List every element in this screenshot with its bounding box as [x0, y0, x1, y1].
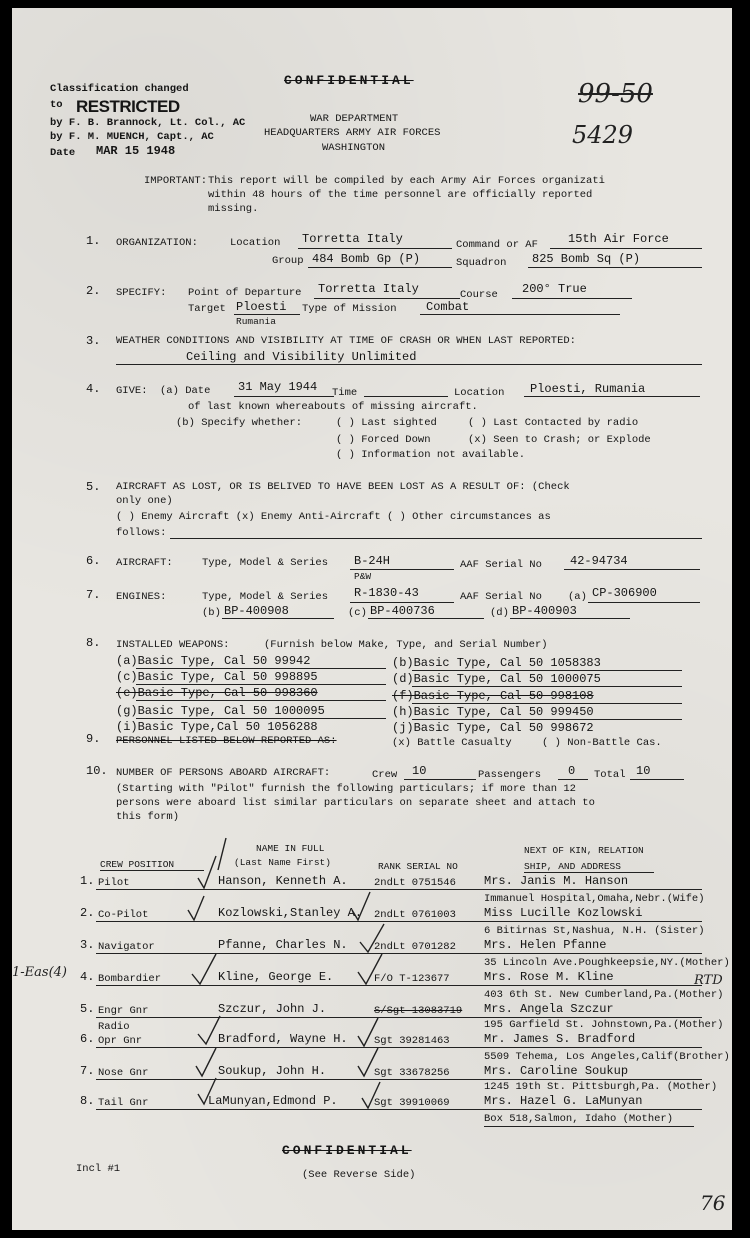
department: WAR DEPARTMENT: [310, 113, 399, 125]
course-value: 200° True: [522, 282, 587, 296]
aircraft-type-label: Type, Model & Series: [202, 557, 329, 569]
margin-note-left: 1-Eas(4): [12, 965, 67, 980]
crew-rank-serial: 2ndLt 0751546: [374, 877, 456, 889]
kin-name: Mrs. Hazel G. LaMunyan: [484, 1094, 643, 1108]
crew-name: Szczur, John J.: [218, 1002, 327, 1016]
loss-location-label: Location: [454, 387, 505, 399]
s10-instr-3: this form): [116, 811, 180, 823]
s5-label: AIRCRAFT AS LOST, OR IS BELIVED TO HAVE BEEN LOST AS A RESULT OF: (Check: [116, 481, 570, 493]
margin-note-right: RTD: [694, 973, 723, 988]
kin-address: 35 Lincoln Ave.Poughkeepsie,NY.(Mother): [484, 957, 730, 969]
s10-label: NUMBER OF PERSONS ABOARD AIRCRAFT:: [116, 767, 331, 779]
kin-address: 6 Bitirnas St,Nashua, N.H. (Sister): [484, 925, 705, 937]
col-rank-header: RANK SERIAL NO: [378, 861, 458, 872]
check-mark-icon: [192, 954, 216, 984]
kin-address: 403 6th St. New Cumberland,Pa.(Mother): [484, 989, 724, 1001]
mission-value: Combat: [426, 300, 470, 314]
engine-serial-c: BP-400736: [370, 604, 435, 618]
crew-num: 6.: [80, 1032, 95, 1046]
target-label: Target: [188, 303, 226, 315]
mission-label: Type of Mission: [302, 303, 397, 315]
crew-position: Opr Gnr: [98, 1035, 143, 1047]
handwritten-number-1: 99-50: [578, 79, 653, 109]
crew-num: 5.: [80, 1002, 95, 1016]
check-mark-icon: [358, 1018, 378, 1046]
col-kin-header-2: SHIP, AND ADDRESS: [524, 861, 621, 872]
crew-position-top: Radio: [98, 1021, 130, 1033]
check-mark-icon: [198, 1078, 216, 1104]
kin-name: Mrs. Angela Szczur: [484, 1002, 614, 1016]
engine-a-label: (a): [568, 591, 587, 603]
engine-c-label: (c): [348, 607, 367, 619]
by-line-1: by F. B. Brannock, Lt. Col., AC: [50, 117, 246, 129]
weapon-e: (e)Basic Type, Cal 50 998360: [116, 686, 318, 700]
aircraft-serial: 42-94734: [570, 554, 628, 568]
weapon-j: (j)Basic Type, Cal 50 998672: [392, 721, 594, 735]
loss-date: 31 May 1944: [238, 380, 318, 394]
pencil-stroke-icon: [218, 838, 226, 870]
crew-num: 1.: [80, 874, 95, 888]
squadron-value: 825 Bomb Sq (P): [532, 252, 641, 266]
check-mark-icon: [196, 1048, 216, 1076]
crew-name: Bradford, Wayne H.: [218, 1032, 348, 1046]
crew-position: Engr Gnr: [98, 1005, 149, 1017]
kin-name: Miss Lucille Kozlowski: [484, 906, 643, 920]
crew-num: 3.: [80, 938, 95, 952]
s3-label: WEATHER CONDITIONS AND VISIBILITY AT TIME OF CRASH OR WHEN LAST REPORTED:: [116, 335, 576, 347]
location-value: Torretta Italy: [302, 232, 403, 246]
kin-name: Mrs. Helen Pfanne: [484, 938, 607, 952]
s1-num: 1.: [86, 234, 101, 248]
crew-position: Nose Gnr: [98, 1067, 149, 1079]
crew-rank-serial: Sgt 39281463: [374, 1035, 450, 1047]
engine-type-label: Type, Model & Series: [202, 591, 329, 603]
date-label: Date: [50, 147, 76, 159]
s2-num: 2.: [86, 284, 101, 298]
check-mark-icon: [188, 896, 204, 920]
s10-num: 10.: [86, 764, 108, 778]
check-mark-icon: [358, 954, 382, 984]
check-mark-icon: [358, 1048, 378, 1076]
pencil-check-marks: [12, 8, 732, 1230]
weapon-a: (a)Basic Type, Cal 50 99942: [116, 654, 311, 668]
restricted-stamp: RESTRICTED: [76, 97, 180, 116]
weapon-b: (b)Basic Type, Cal 50 1058383: [392, 656, 601, 670]
document-page: [12, 8, 732, 1230]
s9-label: PERSONNEL LISTED BELOW REPORTED AS:: [116, 735, 337, 747]
command-label: Command or AF: [456, 239, 538, 251]
crew-rank-serial: F/O T-123677: [374, 973, 450, 985]
time-label: Time: [332, 387, 358, 399]
crew-position: Co-Pilot: [98, 909, 149, 921]
engine-b-label: (b): [202, 607, 221, 619]
crew-rank-serial: S/Sgt 13083719: [374, 1005, 463, 1017]
date-a-label: (a) Date: [160, 385, 211, 397]
s7-label: ENGINES:: [116, 591, 167, 603]
opt-last-sighted: ( ) Last sighted: [336, 417, 437, 429]
crew-position: Tail Gnr: [98, 1097, 149, 1109]
aircraft-serial-label: AAF Serial No: [460, 559, 542, 571]
kin-address: Immanuel Hospital,Omaha,Nebr.(Wife): [484, 893, 705, 905]
s3-num: 3.: [86, 334, 101, 348]
crew-num: 4.: [80, 970, 95, 984]
crew-name: Pfanne, Charles N.: [218, 938, 348, 952]
crew-label: Crew: [372, 769, 398, 781]
kin-name: Mr. James S. Bradford: [484, 1032, 636, 1046]
s4-num: 4.: [86, 382, 101, 396]
see-reverse: (See Reverse Side): [302, 1169, 416, 1181]
specify-whether: (b) Specify whether:: [176, 417, 303, 429]
classification-changed: Classification changed: [50, 83, 189, 95]
departure-value: Torretta Italy: [318, 282, 419, 296]
weapon-c: (c)Basic Type, Cal 50 998895: [116, 670, 318, 684]
handwritten-number-2: 5429: [572, 121, 634, 149]
loss-location: Ploesti, Rumania: [530, 382, 646, 396]
to-label: to: [50, 99, 63, 111]
s7-num: 7.: [86, 588, 101, 602]
course-label: Course: [460, 289, 498, 301]
col-name-header-1: NAME IN FULL: [256, 843, 325, 854]
kin-address: 1245 19th St. Pittsburgh,Pa. (Mother): [484, 1081, 718, 1093]
by-line-2: by F. M. MUENCH, Capt., AC: [50, 131, 214, 143]
kin-address: 195 Garfield St. Johnstown,Pa.(Mother): [484, 1019, 724, 1031]
weapon-i: (i)Basic Type,Cal 50 1056288: [116, 720, 318, 734]
opt-info-not-available: ( ) Information not available.: [336, 449, 526, 461]
col-name-header-2: (Last Name First): [234, 857, 331, 868]
crew-count: 10: [412, 764, 427, 778]
whereabouts-text: of last known whereabouts of missing aircraft.: [188, 401, 478, 413]
crew-name: Kline, George E.: [218, 970, 334, 984]
group-label: Group: [272, 255, 304, 267]
crew-position: Pilot: [98, 877, 130, 889]
total-label: Total: [594, 769, 626, 781]
important-label: IMPORTANT:: [144, 175, 208, 187]
weapon-f: (f)Basic Type, Cal 50 998108: [392, 689, 594, 703]
opt-seen-crash: (x) Seen to Crash; or Explode: [468, 434, 651, 446]
check-mark-icon: [362, 1082, 380, 1108]
opt-last-contacted: ( ) Last Contacted by radio: [468, 417, 639, 429]
engine-d-label: (d): [490, 607, 509, 619]
engine-serial-b: BP-400908: [224, 604, 289, 618]
passengers-count: 0: [568, 764, 576, 778]
col-position-header: CREW POSITION: [100, 859, 175, 870]
s5-follows: follows:: [116, 527, 167, 539]
weather-value: Ceiling and Visibility Unlimited: [186, 350, 417, 364]
check-mark-icon: [352, 892, 370, 920]
crew-position: Bombardier: [98, 973, 162, 985]
s2-label: SPECIFY:: [116, 287, 167, 299]
col-kin-header-1: NEXT OF KIN, RELATION: [524, 845, 644, 856]
opt-forced-down: ( ) Forced Down: [336, 434, 431, 446]
group-value: 484 Bomb Gp (P): [312, 252, 421, 266]
kin-name: Mrs. Caroline Soukup: [484, 1064, 629, 1078]
weapon-g: (g)Basic Type, Cal 50 1000095: [116, 704, 325, 718]
s4-label: GIVE:: [116, 385, 148, 397]
check-mark-icon: [198, 1016, 220, 1044]
crew-num: 8.: [80, 1094, 95, 1108]
important-line-3: missing.: [208, 203, 259, 215]
kin-address: 5509 Tehema, Los Angeles,Calif(Brother): [484, 1051, 730, 1063]
weapon-h: (h)Basic Type, Cal 50 999450: [392, 705, 594, 719]
passengers-label: Passengers: [478, 769, 542, 781]
crew-rank-serial: 2ndLt 0701282: [374, 941, 456, 953]
location-label: Location: [230, 237, 281, 249]
crew-num: 2.: [80, 906, 95, 920]
check-mark-icon: [360, 924, 384, 952]
s5-num: 5.: [86, 480, 101, 494]
city: WASHINGTON: [322, 142, 386, 154]
s9-num: 9.: [86, 732, 101, 746]
crew-name: Kozlowski,Stanley A.: [218, 906, 363, 920]
s1-label: ORGANIZATION:: [116, 237, 198, 249]
crew-name: Hanson, Kenneth A.: [218, 874, 348, 888]
crew-rank-serial: Sgt 39910069: [374, 1097, 450, 1109]
weapon-d: (d)Basic Type, Cal 50 1000075: [392, 672, 601, 686]
aircraft-type: B-24H: [354, 554, 391, 568]
confidential-top: CONFIDENTIAL: [284, 73, 414, 88]
squadron-label: Squadron: [456, 257, 507, 269]
page-number: 76: [700, 1191, 726, 1215]
battle-casualty: (x) Battle Casualty: [392, 737, 512, 749]
target-country: Rumania: [236, 316, 276, 327]
important-line-1: This report will be compiled by each Army Air Forces organizati: [208, 175, 605, 187]
confidential-bottom: CONFIDENTIAL: [282, 1143, 412, 1158]
engine-serial-d: BP-400903: [512, 604, 577, 618]
weapons-instructions: (Furnish below Make, Type, and Serial Number): [264, 639, 548, 651]
kin-address: Box 518,Salmon, Idaho (Mother): [484, 1113, 674, 1125]
crew-position: Navigator: [98, 941, 155, 953]
s5-options: ( ) Enemy Aircraft (x) Enemy Anti-Aircraft ( ) Other circumstances as: [116, 511, 551, 523]
kin-name: Mrs. Rose M. Kline: [484, 970, 614, 984]
s10-instr-1: (Starting with "Pilot" furnish the following particulars; if more than 12: [116, 783, 576, 795]
date-stamp: MAR 15 1948: [96, 144, 176, 158]
engine-type: R-1830-43: [354, 586, 419, 600]
crew-name: Soukup, John H.: [218, 1064, 327, 1078]
crew-rank-serial: 2ndLt 0761003: [374, 909, 456, 921]
non-battle-casualty: ( ) Non-Battle Cas.: [542, 737, 662, 749]
s6-num: 6.: [86, 554, 101, 568]
s5-cont: only one): [116, 495, 173, 507]
engine-serial-label: AAF Serial No: [460, 591, 542, 603]
crew-rank-serial: Sgt 33678256: [374, 1067, 450, 1079]
headquarters: HEADQUARTERS ARMY AIR FORCES: [264, 127, 441, 139]
s6-label: AIRCRAFT:: [116, 557, 173, 569]
inclosure-label: Incl #1: [76, 1163, 121, 1175]
s10-instr-2: persons were aboard list similar particulars on separate sheet and attach to: [116, 797, 595, 809]
s8-label: INSTALLED WEAPONS:: [116, 639, 230, 651]
kin-name: Mrs. Janis M. Hanson: [484, 874, 629, 888]
command-value: 15th Air Force: [568, 232, 669, 246]
total-count: 10: [636, 764, 651, 778]
s8-num: 8.: [86, 636, 101, 650]
departure-label: Point of Departure: [188, 287, 302, 299]
crew-name: LaMunyan,Edmond P.: [208, 1094, 338, 1108]
engine-serial-a: CP-306900: [592, 586, 657, 600]
important-line-2: within 48 hours of the time personnel are officially reported: [208, 189, 593, 201]
check-mark-icon: [198, 856, 216, 888]
crew-num: 7.: [80, 1064, 95, 1078]
target-value: Ploesti: [236, 300, 287, 314]
engine-maker: P&W: [354, 571, 372, 582]
